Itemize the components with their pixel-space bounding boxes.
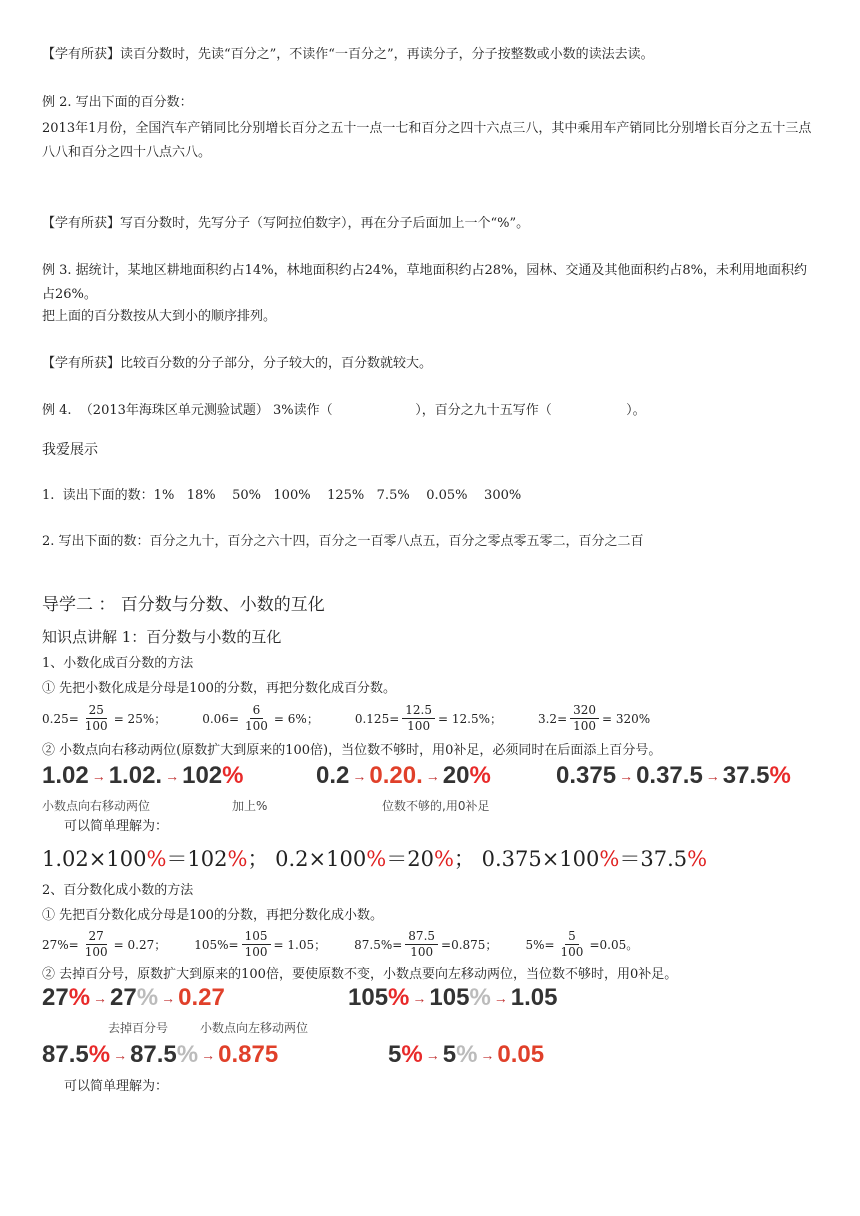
arrow-icon: → [425,768,440,784]
fraction: $\frac{87.5}{100}$ [405,929,438,960]
section-title-guide-2: 导学二 ： 百分数与分数、小数的互化 [42,595,325,615]
flow-caption-pad-zero: 位数不够的,用0补足 [382,799,490,813]
flow-caption-move-left: 小数点向左移动两位 [200,1021,309,1035]
example-2-text: 2013年1月份，全国汽车产销同比分别增长百分之五十一点一七和百分之四十六点三八，其中乘用车产销同比分别增长百分之五十三点八八和百分之四十八点六八。 [42,121,812,160]
arrow-icon: → [352,768,367,784]
arrow-icon: → [619,768,634,784]
arrow-icon: → [705,768,720,784]
equation: 0.06= $\frac{6}{100}$ = 6%； [202,703,319,733]
example-3-text: 例 3. 据统计，某地区耕地面积约占14%，林地面积约占24%，草地面积约占28%，园林、交通及其他面积约占8%，未利用地面积约占26%。 [42,263,807,302]
arrow-icon: → [165,768,180,784]
arrow-icon: → [201,1047,216,1063]
flow-decimal-to-percent-b: 0.2 → 0.20. → 20 % [316,762,491,789]
example-2-title: 例 2. 写出下面的百分数： [42,95,193,110]
flow-decimal-to-percent-a: 1.02 → 1.02. → 102 % [42,762,244,789]
gain-note-3: 【学有所获】比较百分数的分子部分，分子较大的，百分数就较大。 [42,356,433,371]
simple-note-2: 可以简单理解为： [64,1079,169,1094]
show-title: 我爱展示 [42,442,98,458]
equation: 27%= $\frac{27}{100}$ = 0.27； [42,929,167,959]
equation-row-2 [42,929,638,960]
gain-note-1: 【学有所获】读百分数时，先读“百分之”，不读作“一百分之”，再读分子，分子按整数或小数的读法去读。 [42,47,654,62]
equation: 87.5%= $\frac{87.5}{100}$ =0.875； [354,929,498,959]
equation: 5%= $\frac{5}{100}$ =0.05。 [525,929,639,959]
fraction: $\frac{5}{100}$ [560,929,584,959]
equation: 0.25= $\frac{25}{100}$ = 25%； [42,703,167,733]
example-4: 例 4. （2013年海珠区单元测验试题） 3%读作（ ），百分之九十五写作（ ）。 [42,403,646,418]
show-item-1: 1. 读出下面的数：1% 18% 50% 100% 125% 7.5% 0.05% 300% [42,488,522,503]
simple-note-1: 可以简单理解为： [64,819,169,834]
equation: 105%= $\frac{105}{100}$ = 1.05； [194,929,327,959]
knowledge-point-1: 知识点讲解 1：百分数与小数的互化 [42,628,282,646]
equation: 3.2= $\frac{320}{100}$ = 320% [537,703,651,733]
arrow-icon: → [93,990,108,1006]
equation-row-1 [42,703,686,734]
arrow-icon: → [161,990,176,1006]
arrow-icon: → [493,990,508,1006]
flow-caption-move-right: 小数点向右移动两位 [42,799,151,813]
fraction: $\frac{27}{100}$ [84,929,108,959]
flow-caption-remove-percent: 去掉百分号 [108,1021,169,1035]
fraction: $\frac{25}{100}$ [84,703,108,733]
arrow-icon: → [91,768,106,784]
fraction: $\frac{105}{100}$ [242,929,271,960]
method-1-title: 1、小数化成百分数的方法 [42,656,194,671]
flow-percent-to-decimal-c: 87.5 % → 87.5 % → 0.875 [42,1041,279,1068]
arrow-icon: → [113,1047,128,1063]
fraction: $\frac{6}{100}$ [245,703,268,733]
method-2-step-2: ② 去掉百分号，原数扩大到原来的100倍，要使原数不变，小数点要向左移动两位，当位数不够时，用0补足。 [42,967,678,982]
method-2-title: 2、百分数化成小数的方法 [42,883,194,898]
method-2-step-1: ① 先把百分数化成分母是100的分数，再把分数化成小数。 [42,908,383,923]
arrow-icon: → [425,1047,440,1063]
method-1-step-2: ② 小数点向右移动两位(原数扩大到原来的100倍)，当位数不够时，用0补足，必须同时在后面添上百分号。 [42,743,662,758]
flow-percent-to-decimal-d: 5 % → 5 % → 0.05 [388,1041,545,1068]
summary-formula-1: 1.02×100%＝102%； 0.2×100%＝20%； 0.375×100%＝37.5% [42,847,708,871]
fraction: $\frac{12.5}{100}$ [402,703,435,734]
example-3-task: 把上面的百分数按从大到小的顺序排列。 [42,309,277,324]
flow-caption-add-percent: 加上% [232,799,268,813]
show-item-2: 2. 写出下面的数：百分之九十，百分之六十四，百分之一百零八点五，百分之零点零五零二，百分之二百 [42,534,644,549]
flow-decimal-to-percent-c: 0.375 → 0.37.5 → 37.5 % [556,762,791,789]
flow-percent-to-decimal-a: 27 % → 27 % → 0.27 [42,984,225,1011]
fraction: $\frac{320}{100}$ [570,703,599,734]
arrow-icon: → [412,990,427,1006]
flow-percent-to-decimal-b: 105 % → 105 % → 1.05 [348,984,558,1011]
equation: 0.125= $\frac{12.5}{100}$ = 12.5%； [354,703,502,733]
method-1-step-1: ① 先把小数化成是分母是100的分数，再把分数化成百分数。 [42,681,396,696]
gain-note-2: 【学有所获】写百分数时，先写分子（写阿拉伯数字），再在分子后面加上一个“%”。 [42,216,530,231]
arrow-icon: → [480,1047,495,1063]
